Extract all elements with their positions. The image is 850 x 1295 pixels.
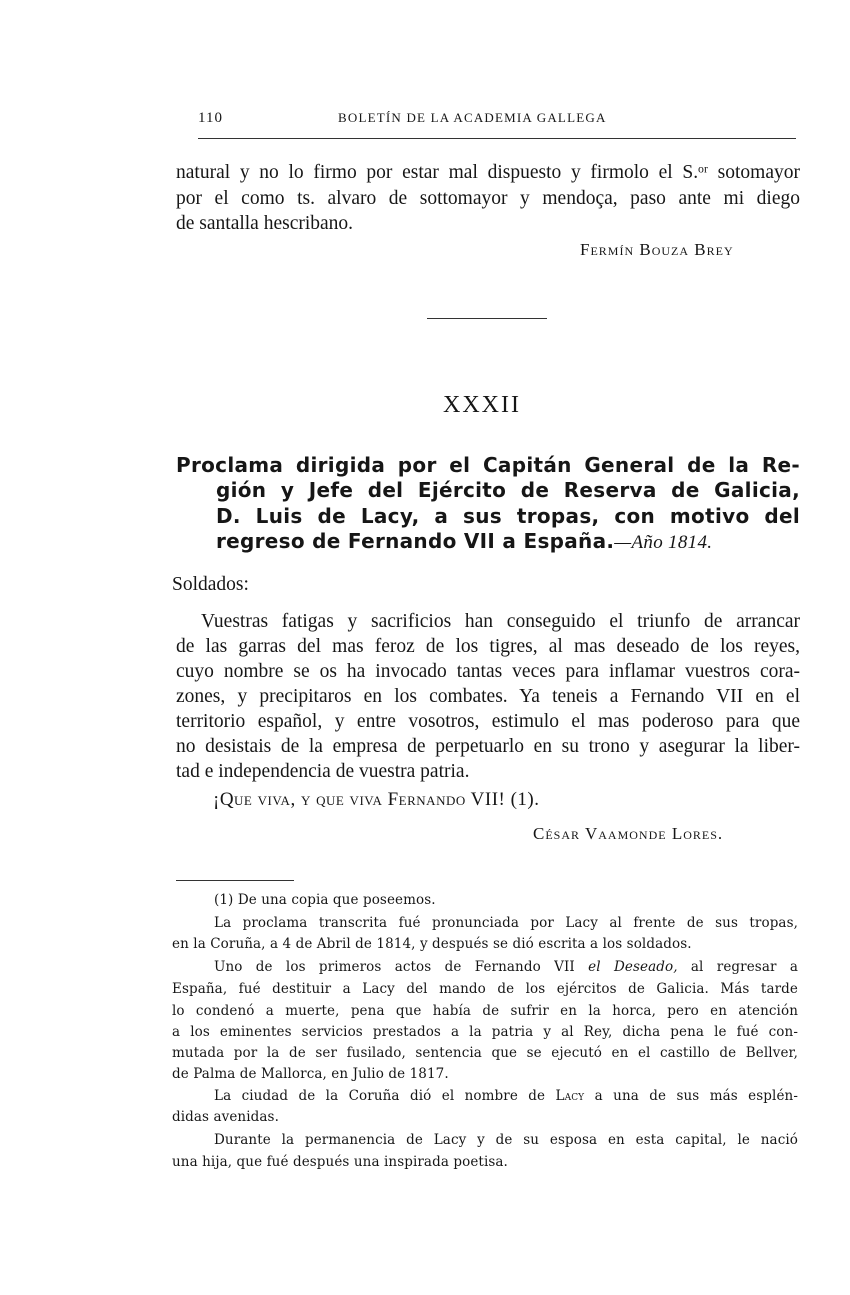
text-line: natural y no lo firmo por estar mal dispuesto y firmolo el S.ᵒʳ sotomayor: [176, 162, 800, 183]
footnote-smallcaps: Lacy: [555, 1088, 585, 1104]
text-line: Vuestras fatigas y sacrificios han conseguido el triunfo de arrancar: [201, 611, 800, 632]
text-line: de santalla hescribano.: [176, 213, 354, 234]
text-line: de las garras del mas feroz de los tigres, al mas deseado de los reyes,: [176, 636, 800, 657]
title-text: regreso de Fernando VII a España.: [216, 529, 615, 553]
text-line: territorio español, y entre vosotros, estimulo el mas poderoso para que: [176, 711, 800, 732]
footnote-text: a una de sus más esplén-: [594, 1088, 798, 1104]
footnote-line: [214, 957, 798, 977]
footnote-text: La ciudad de la Coruña dió el nombre de: [214, 1088, 546, 1104]
page-number: 110: [198, 110, 223, 126]
footnote-line: lo condenó a muerte, pena que había de sufrir en la horca, pero en atención: [172, 1003, 798, 1019]
title-line: D. Luis de Lacy, a sus tropas, con motivo del: [216, 504, 800, 528]
exclamation: ¡Que viva, y que viva Fernando VII! (1).: [213, 789, 540, 810]
footnote-text: Uno de los primeros actos de Fernando VII: [214, 959, 575, 975]
salutation: Soldados:: [172, 574, 249, 595]
title-line-last: [216, 528, 800, 556]
footnote-line: de Palma de Mallorca, en Julio de 1817.: [172, 1066, 449, 1082]
section-numeral: XXXII: [443, 392, 521, 418]
journal-title: BOLETÍN DE LA ACADEMIA GALLEGA: [338, 110, 607, 125]
footnote-line: a los eminentes servicios prestados a la patria y al Rey, dicha pena le fué con-: [172, 1024, 798, 1040]
footnote-line: La proclama transcrita fué pronunciada por Lacy al frente de sus tropas,: [214, 915, 798, 931]
proclamation-signature: César Vaamonde Lores.: [533, 824, 724, 843]
title-line: Proclama dirigida por el Capitán General de la Re-: [176, 453, 800, 477]
previous-signature: Fermín Bouza Brey: [580, 240, 734, 259]
footnote-line: mutada por la de ser fusilado, sentencia que se ejecutó en el castillo de Bellver,: [172, 1045, 798, 1061]
running-head: [198, 110, 796, 140]
text-line: cuyo nombre se os ha invocado tantas veces para inflamar vuestros cora-: [176, 661, 800, 682]
title-date: —Año 1814.: [614, 532, 713, 553]
footnote-line: didas avenidas.: [172, 1109, 279, 1125]
section-divider: [427, 318, 547, 319]
title-line: gión y Jefe del Ejército de Reserva de Galicia,: [216, 478, 800, 502]
text-line: por el como ts. alvaro de sottomayor y mendoça, paso ante mi diego: [176, 188, 800, 209]
header-rule: [198, 138, 796, 139]
footnote-italic: el Deseado,: [588, 959, 678, 975]
footnote-rule: [176, 880, 294, 881]
text-line: tad e independencia de vuestra patria.: [176, 761, 470, 782]
footnote-line: en la Coruña, a 4 de Abril de 1814, y después se dió escrita a los soldados.: [172, 936, 692, 952]
footnote-line: una hija, que fué después una inspirada poetisa.: [172, 1154, 508, 1170]
footnote-line: Durante la permanencia de Lacy y de su esposa en esta capital, le nació: [214, 1132, 798, 1148]
footnote-line: (1) De una copia que poseemos.: [214, 892, 436, 908]
footnote-line: [214, 1086, 798, 1106]
text-line: zones, y precipitaros en los combates. Ya teneis a Fernando VII en el: [176, 686, 800, 707]
footnote-text: al regresar a: [690, 959, 798, 975]
footnote-line: España, fué destituir a Lacy del mando de los ejércitos de Galicia. Más tarde: [172, 981, 798, 997]
text-line: no desistais de la empresa de perpetuarlo en su trono y asegurar la liber-: [176, 736, 800, 757]
